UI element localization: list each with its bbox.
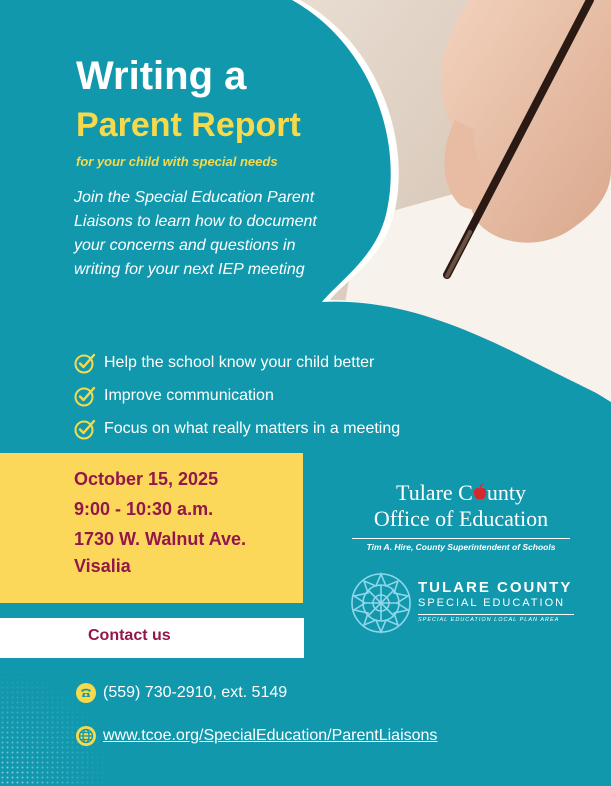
event-city: Visalia bbox=[74, 556, 131, 576]
subtitle: for your child with special needs bbox=[76, 154, 278, 169]
event-time: 9:00 - 10:30 a.m. bbox=[74, 499, 214, 519]
special-education-emblem-icon bbox=[350, 572, 412, 634]
phone-number: (559) 730-2910, ext. 5149 bbox=[103, 684, 288, 701]
benefit-item bbox=[74, 346, 400, 379]
sped-logo-divider bbox=[418, 614, 574, 615]
check-circle-icon bbox=[74, 385, 96, 407]
intro-text: Join the Special Education Parent Liaisons to learn how to document your concerns and questions in writing for your next IEP meeting bbox=[74, 189, 317, 278]
tcoe-superintendent: Tim A. Hire, County Superintendent of Schools bbox=[352, 538, 570, 552]
benefit-text: Help the school know your child better bbox=[104, 353, 375, 371]
benefit-text: Improve communication bbox=[104, 386, 274, 404]
sped-logo-tagline: SPECIAL EDUCATION LOCAL PLAN AREA bbox=[418, 617, 560, 623]
benefit-item bbox=[74, 379, 400, 412]
globe-icon bbox=[76, 726, 96, 746]
contact-label: Contact us bbox=[88, 627, 171, 644]
benefit-text: Focus on what really matters in a meeting bbox=[104, 419, 401, 437]
check-circle-icon bbox=[74, 352, 96, 374]
title-line-1: Writing a bbox=[76, 54, 247, 98]
benefit-item bbox=[74, 412, 400, 445]
tcoe-logo bbox=[352, 480, 570, 532]
phone-icon bbox=[76, 683, 96, 703]
phone-row bbox=[76, 683, 287, 703]
title-line-2: Parent Report bbox=[76, 106, 301, 144]
website-row bbox=[76, 726, 437, 746]
tcoe-name-line2: Office of Education bbox=[373, 506, 549, 531]
apple-icon bbox=[473, 484, 487, 501]
check-circle-icon bbox=[74, 418, 96, 440]
contact-box bbox=[0, 618, 304, 658]
tcoe-name-part2: unty bbox=[486, 480, 526, 505]
event-date: October 15, 2025 bbox=[74, 469, 219, 489]
benefits-list bbox=[74, 346, 400, 445]
sped-logo-title: TULARE COUNTY bbox=[418, 579, 573, 596]
event-details-box bbox=[0, 453, 303, 603]
website-link[interactable]: www.tcoe.org/SpecialEducation/ParentLiaisons bbox=[103, 727, 438, 744]
sped-logo-subtitle: SPECIAL EDUCATION bbox=[418, 597, 566, 609]
event-address: 1730 W. Walnut Ave. bbox=[74, 529, 247, 549]
tcoe-name-part1: Tulare C bbox=[396, 480, 473, 505]
